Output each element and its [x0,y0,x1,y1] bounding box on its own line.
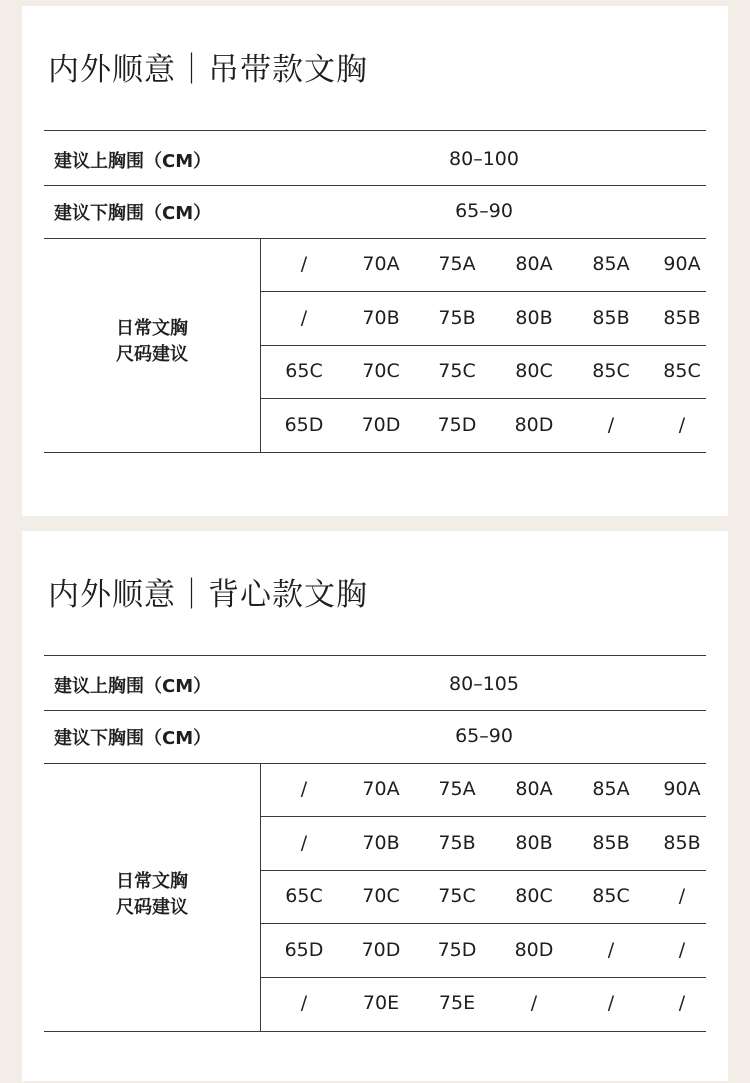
size-cell: 85B [663,831,701,854]
under-bust-label: 建议下胸围（CM） [54,203,212,224]
divider [44,655,706,656]
size-cell: 70D [361,413,401,436]
under-bust-value: 65–90 [455,725,513,747]
size-card-vest-bra [22,531,728,1081]
size-cell: 65D [284,413,324,436]
size-cell: 75E [438,992,476,1014]
size-cell: 90A [663,778,701,800]
upper-bust-label: 建议上胸围（CM） [54,151,212,172]
size-cell: 70D [361,938,401,961]
grid-divider [260,977,706,978]
size-suggestion-label: 日常文胸 尺码建议 [116,871,188,918]
size-cell: 70B [362,306,400,329]
size-cell: 70C [362,360,400,382]
divider [44,710,706,711]
size-cell: 75A [438,778,476,800]
upper-bust-label: 建议上胸围（CM） [54,676,212,697]
size-suggestion-label: 日常文胸 尺码建议 [116,318,188,365]
size-cell: 70B [362,831,400,854]
size-cell: / [607,938,615,961]
size-cell: / [678,413,686,436]
size-cell: 85A [592,778,630,800]
size-cell: 70A [362,253,400,275]
divider [44,452,706,453]
size-cell: 75B [438,306,476,329]
size-cell: 75C [438,360,476,382]
size-cell: 85C [592,885,630,907]
upper-bust-value: 80–100 [449,148,519,170]
size-cell: 85B [663,306,701,329]
card-title: 内外顺意｜背心款文胸 [48,577,368,613]
under-bust-label: 建议下胸围（CM） [54,728,212,749]
size-cell: / [300,306,308,329]
size-cell: 70C [362,885,400,907]
divider [44,238,706,239]
size-cell: 80B [515,831,553,854]
size-cell: 80B [515,306,553,329]
upper-bust-value: 80–105 [449,673,519,695]
size-cell: 75B [438,831,476,854]
divider [44,763,706,764]
grid-divider [260,291,706,292]
size-cell: 80C [515,885,553,907]
size-cell: 80C [515,360,553,382]
size-cell: / [300,778,308,800]
size-cell: 65C [285,885,323,907]
divider [44,130,706,131]
size-cell: 75C [438,885,476,907]
grid-divider [260,345,706,346]
size-cell: 80A [515,778,553,800]
size-cell: 85C [663,360,701,382]
size-cell: 70E [362,992,400,1014]
grid-divider [260,923,706,924]
size-cell: 75A [438,253,476,275]
size-cell: / [678,992,686,1014]
size-cell: 75D [437,938,477,961]
size-cell: / [607,992,615,1014]
under-bust-value: 65–90 [455,200,513,222]
size-cell: / [530,992,538,1014]
size-cell: / [607,413,615,436]
divider [44,1031,706,1032]
size-cell: 90A [663,253,701,275]
size-cell: 75D [437,413,477,436]
size-cell: 80A [515,253,553,275]
size-cell: 70A [362,778,400,800]
size-cell: / [678,885,686,907]
size-cell: 65D [284,938,324,961]
grid-separator [260,763,261,1031]
size-cell: 85B [592,831,630,854]
size-cell: 65C [285,360,323,382]
size-cell: 85C [592,360,630,382]
card-title: 内外顺意｜吊带款文胸 [48,52,368,88]
size-cell: 85A [592,253,630,275]
size-cell: 85B [592,306,630,329]
size-cell: 80D [514,413,554,436]
size-cell: / [300,831,308,854]
divider [44,185,706,186]
size-cell: / [300,992,308,1014]
grid-divider [260,398,706,399]
grid-divider [260,816,706,817]
size-cell: 80D [514,938,554,961]
size-cell: / [300,253,308,275]
grid-divider [260,870,706,871]
size-cell: / [678,938,686,961]
size-card-strap-bra [22,6,728,516]
